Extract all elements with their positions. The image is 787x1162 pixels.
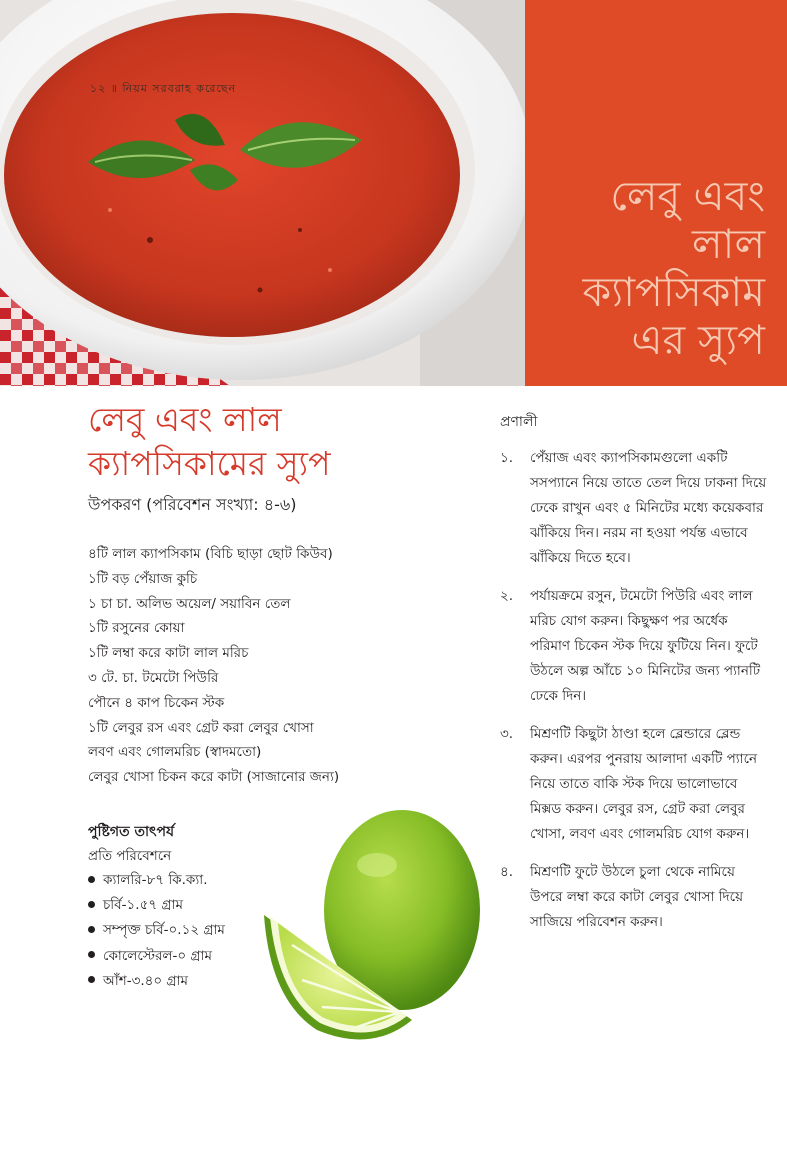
lime-icon	[262, 795, 480, 1055]
method-step	[500, 446, 770, 571]
nutrition-list	[88, 868, 225, 994]
ingredient-item: ১ চা চা. অলিভ অয়েল/ সয়াবিন তেল	[88, 595, 291, 612]
ingredient-item: ১টি রসুনের কোয়া	[88, 620, 185, 637]
ingredient-item: ৩ টে. চা. টমেটো পিউরি	[88, 669, 219, 686]
step-number: ৪.	[500, 864, 514, 880]
nutrition-item	[88, 868, 225, 893]
title-banner	[525, 0, 787, 386]
method-steps	[500, 446, 770, 948]
ingredient-item: ৪টি লাল ক্যাপসিকাম (বিচি ছাড়া ছোট কিউব)	[88, 546, 333, 562]
ingredients-list	[88, 542, 468, 790]
nutrition-item	[88, 893, 225, 918]
method-step	[500, 584, 770, 709]
step-number: ১.	[500, 450, 514, 466]
method-step	[500, 722, 770, 847]
step-text: পর্যায়ক্রমে রসুন, টমেটো পিউরি এবং লাল মরিচ যোগ করুন। কিছুক্ষণ পর অর্ধেক পরিমাণ চিকেন স্টক দিয়ে ফুটিয়ে নিন। ফুটে উঠলে অল্প আঁচে ১০ মিনিটের জন্য প্যানটি ঢেকে দিন।	[530, 588, 761, 704]
photo-caption: ১২ ॥ নিয়ম সরবরাহ করেছেন	[90, 82, 237, 95]
ingredient-item: পৌনে ৪ কাপ চিকেন স্টক	[88, 694, 225, 711]
bullet-icon	[88, 901, 95, 908]
nutrition-item-text: সম্পৃক্ত চর্বি-০.১২ গ্রাম	[103, 922, 225, 939]
nutrition-per-serving: প্রতি পরিবেশনে	[88, 848, 172, 864]
step-text: মিশ্রণটি ফুটে উঠলে চুলা থেকে নামিয়ে উপরে লম্বা করে কাটা লেবুর খোসা দিয়ে সাজিয়ে পরিবেশন করুন।	[530, 864, 744, 930]
nutrition-item-text: কোলেস্টেরল-০ গ্রাম	[103, 947, 212, 964]
banner-title	[529, 172, 765, 364]
method-heading: প্রণালী	[500, 414, 538, 430]
ingredient-item: লবণ এবং গোলমরিচ (স্বাদমতো)	[88, 744, 262, 761]
banner-title-line: লেবু এবং	[610, 172, 765, 220]
nutrition-item	[88, 918, 225, 943]
recipe-title-line: লেবু এবং লাল	[88, 400, 282, 439]
banner-title-line: লাল	[692, 220, 765, 268]
bullet-icon	[88, 876, 95, 883]
ingredients-heading: উপকরণ (পরিবেশন সংখ্যা: ৪-৬)	[88, 495, 297, 514]
banner-title-line: এর স্যুপ	[631, 316, 765, 364]
soup-bowl-illustration	[0, 0, 525, 386]
nutrition-item	[88, 969, 225, 994]
bullet-icon	[88, 926, 95, 933]
nutrition-item-text: চর্বি-১.৫৭ গ্রাম	[103, 897, 183, 914]
ingredient-item: ১টি বড় পেঁয়াজ কুচি	[88, 570, 198, 587]
recipe-title-line: ক্যাপসিকামের স্যুপ	[88, 444, 331, 483]
ingredient-item: ১টি লেবুর রস এবং গ্রেট করা লেবুর খোসা	[88, 719, 314, 736]
nutrition-item-text: আঁশ-৩.৪০ গ্রাম	[103, 972, 189, 989]
soup-photo	[0, 0, 525, 386]
step-number: ২.	[500, 588, 514, 604]
step-number: ৩.	[500, 726, 514, 742]
lime-image	[262, 795, 480, 1055]
nutrition-heading: পুষ্টিগত তাৎপর্য	[88, 824, 175, 840]
bullet-icon	[88, 976, 95, 983]
step-text: মিশ্রণটি কিছুটা ঠাণ্ডা হলে ব্লেন্ডারে ব্লেন্ড করুন। এরপর পুনরায় আলাদা একটি প্যানে নিয়ে তাতে বাকি স্টক দিয়ে ভালোভাবে মিক্সড করুন। লেবুর রস, গ্রেট করা লেবুর খোসা, লবণ এবং গোলমরিচ যোগ করুন।	[530, 726, 758, 842]
step-text: পেঁয়াজ এবং ক্যাপসিকামগুলো একটি সসপ্যানে নিয়ে তাতে তেল দিয়ে ঢাকনা দিয়ে ঢেকে রাখুন এবং ৫ মিনিটের মধ্যে কয়েকবার ঝাঁকিয়ে দিন। নরম না হওয়া পর্যন্ত এভাবে ঝাঁকিয়ে দিতে হবে।	[530, 450, 767, 566]
ingredient-item: ১টি লম্বা করে কাটা লাল মরিচ	[88, 645, 249, 662]
nutrition-item	[88, 944, 225, 969]
nutrition-item-text: ক্যালরি-৮৭ কি.ক্যা.	[103, 872, 208, 888]
ingredient-item: লেবুর খোসা চিকন করে কাটা (সাজানোর জন্য)	[88, 769, 340, 786]
method-step	[500, 860, 770, 935]
bullet-icon	[88, 951, 95, 958]
banner-title-line: ক্যাপসিকাম	[582, 268, 765, 316]
recipe-title	[88, 398, 478, 486]
